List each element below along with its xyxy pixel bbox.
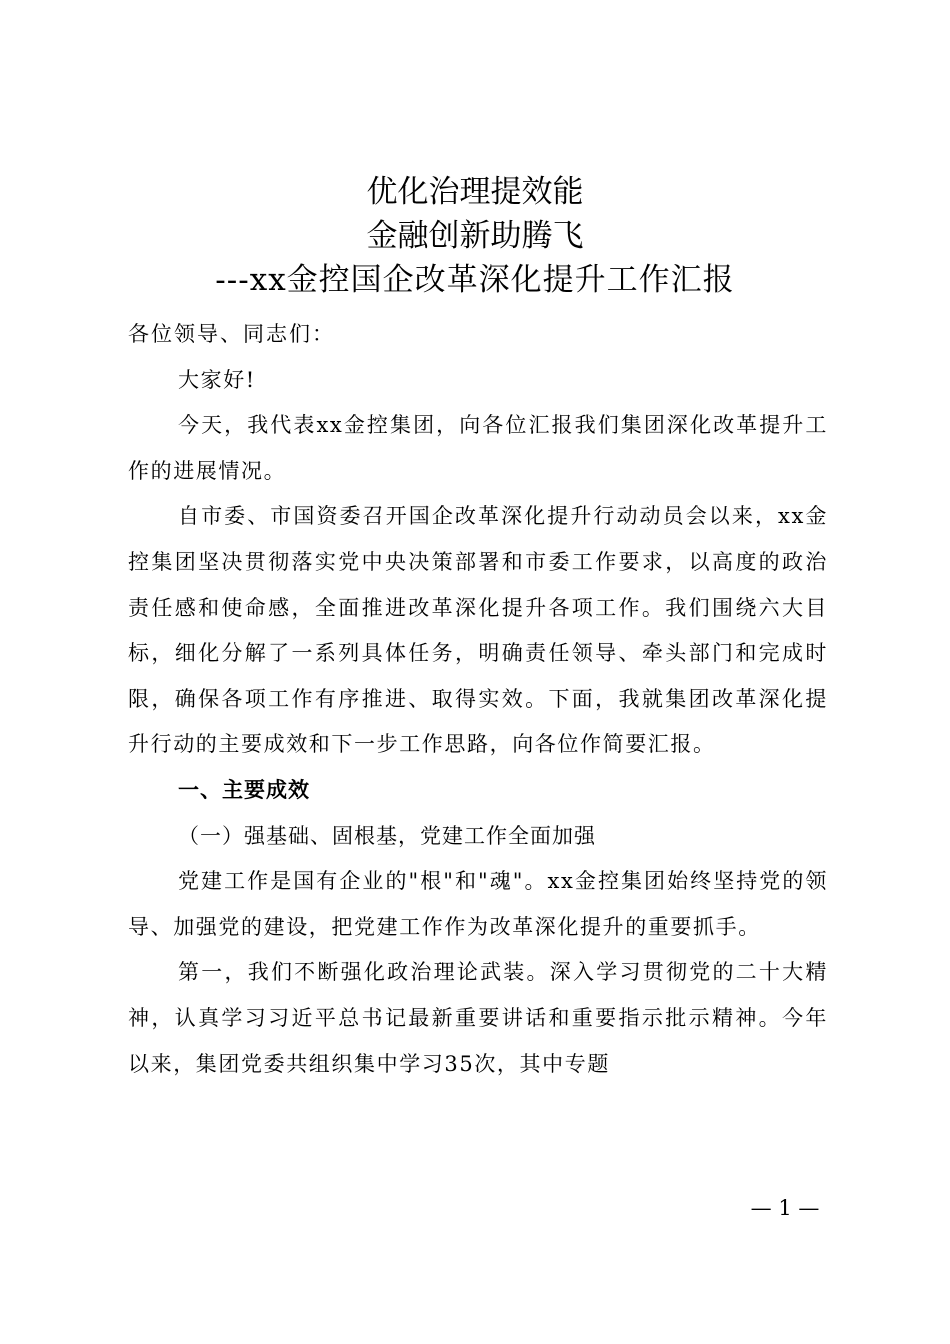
section-heading-main-results: 一、主要成效 [178,777,310,802]
title-subtitle: ---xx金控国企改革深化提升工作汇报 [215,262,735,298]
document-title [0,170,950,302]
page-number: — 1 — [750,1196,820,1220]
overview-paragraph: 自市委、市国资委召开国企改革深化提升行动动员会以来，xx金控集团坚决贯彻落实党中央决策部署和市委工作要求，以高度的政治责任感和使命感，全面推进改革深化提升各项工作。我们围绕六大目标，细化分解了一系列具体任务，明确责任领导、牵头部门和完成时限，确保各项工作有序推进、取得实效。下面，我就集团改革深化提升行动的主要成效和下一步工作思路，向各位作简要汇报。 [128,504,828,757]
document-body [128,312,828,1087]
greeting-paragraph: 大家好! [178,367,256,392]
subsection-heading-party-building: （一）强基础、固根基，党建工作全面加强 [178,823,596,848]
intro-paragraph: 今天，我代表xx金控集团，向各位汇报我们集团深化改革提升工作的进展情况。 [128,413,828,483]
salutation: 各位领导、同志们： [128,322,335,346]
party-building-paragraph: 党建工作是国有企业的"根"和"魂"。xx金控集团始终坚持党的领导、加强党的建设，把党建工作作为改革深化提升的重要抓手。 [128,869,828,939]
title-line-1: 优化治理提效能 [366,174,584,210]
theory-study-paragraph: 第一，我们不断强化政治理论武装。深入学习贯彻党的二十大精神，认真学习习近平总书记最新重要讲话和重要指示批示精神。今年以来，集团党委共组织集中学习35次，其中专题 [128,960,828,1076]
title-line-2: 金融创新助腾飞 [366,218,584,254]
